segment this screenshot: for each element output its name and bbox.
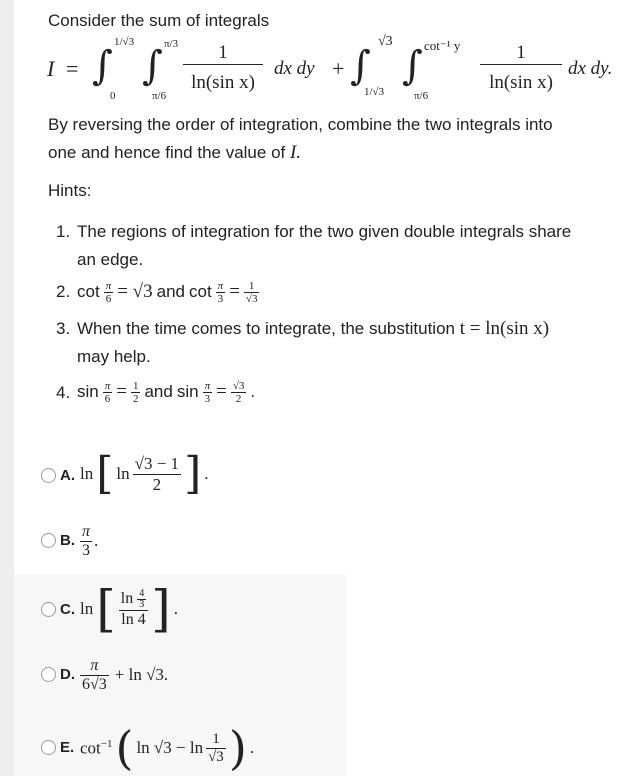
option-e-inner: ln √3 − ln xyxy=(136,738,204,757)
instruction-line-2 xyxy=(48,142,301,164)
instruction-text: one and hence find the value of xyxy=(48,143,286,162)
option-e-expression[interactable] xyxy=(80,722,254,774)
hint-4-end: . xyxy=(250,382,256,401)
inner-upper-limit-2: cot⁻¹ y xyxy=(424,38,461,53)
hint-4-frac-c: $\frac{\pi}{3}$ xyxy=(204,379,211,405)
differentials-2: dx dy. xyxy=(568,58,613,79)
hint-3-substitution: t = ln(sin x) xyxy=(459,318,550,339)
hint-3-number: 3. xyxy=(56,319,71,338)
outer-upper-limit-1: 1/√3 xyxy=(114,36,135,48)
equals-sign: = xyxy=(66,56,79,81)
option-e-right-paren: ) xyxy=(228,721,247,775)
inner-lower-limit-1: π/6 xyxy=(152,90,167,102)
integrand-denominator-2: ln(sin x) xyxy=(489,72,553,93)
hint-2-eq-a: = √3 xyxy=(117,281,153,302)
hint-4-frac-d: $\frac{√3}{2}$ xyxy=(232,379,245,405)
outer-upper-limit-2: √3 xyxy=(378,34,393,49)
option-a-ln-outer: ln xyxy=(80,464,94,483)
option-b-label[interactable]: B. xyxy=(60,532,75,549)
integral-expression xyxy=(0,34,629,112)
option-c-right-bracket: ] xyxy=(151,580,171,638)
option-c-left-bracket: [ xyxy=(96,580,116,638)
inner-upper-limit-1: π/3 xyxy=(164,38,179,50)
hint-1-line-1: The regions of integration for the two given double integrals share xyxy=(77,222,572,241)
hint-2-cot-b: cot xyxy=(188,282,212,301)
instruction-variable: I. xyxy=(289,142,302,163)
option-a-right-bracket: ] xyxy=(184,448,202,499)
hints-title: Hints: xyxy=(48,181,92,200)
hint-2-frac-a: $\frac{\pi}{6}$ xyxy=(105,279,112,305)
option-e-label[interactable]: E. xyxy=(60,739,75,756)
hint-2-number: 2. xyxy=(56,282,71,301)
question-intro: Consider the sum of integrals xyxy=(48,11,270,30)
integrand-denominator-1: ln(sin x) xyxy=(191,72,255,93)
option-a-label[interactable]: A. xyxy=(60,467,75,484)
option-b-fraction: $\frac{\pi}{3}$ xyxy=(82,522,91,559)
option-c-inner-fraction: $\frac{4}{3}$ xyxy=(139,588,145,610)
option-d-expression[interactable] xyxy=(80,652,168,698)
option-e-period: . xyxy=(249,738,255,757)
integral-lhs: I xyxy=(47,56,55,81)
hint-4-frac-a: $\frac{\pi}{6}$ xyxy=(104,379,111,405)
hint-3-text: When the time comes to integrate, the substitution xyxy=(77,319,455,338)
option-e-cot: $\cot^{-1}$ xyxy=(80,737,113,758)
hint-3-line-1 xyxy=(77,318,549,340)
option-e-left-paren: ( xyxy=(115,721,134,775)
outer-lower-limit-2: 1/√3 xyxy=(364,86,385,98)
option-c-fraction: ln $\frac{4}{3}$ ln 4 xyxy=(119,589,148,629)
hint-2-eq-b: = xyxy=(229,281,240,302)
hint-2-expression xyxy=(77,272,259,312)
hint-1-line-2: an edge. xyxy=(77,250,144,269)
hint-4-number: 4. xyxy=(56,383,71,402)
option-d-label[interactable]: D. xyxy=(60,666,75,683)
plus-sign: + xyxy=(332,56,345,81)
outer-integral-sign-2: ∫ xyxy=(350,43,371,89)
integrand-numerator-1: 1 xyxy=(183,42,263,65)
option-a-expression[interactable] xyxy=(80,448,208,500)
hint-4-expression xyxy=(77,372,255,412)
option-a-period: . xyxy=(204,464,209,483)
hint-4-and: and xyxy=(144,382,173,401)
hint-2-frac-b: $\frac{\pi}{3}$ xyxy=(217,279,224,305)
option-e-fraction: $\frac{1}{√3}$ xyxy=(208,730,224,765)
option-c-radio[interactable] xyxy=(41,602,56,617)
option-d-radio[interactable] xyxy=(41,667,56,682)
hint-4-sin-b: sin xyxy=(176,382,199,401)
hint-1-number: 1. xyxy=(56,222,71,241)
outer-lower-limit-1: 0 xyxy=(110,90,116,102)
option-b-expression[interactable] xyxy=(80,518,98,564)
option-c-ln-outer: ln xyxy=(80,599,94,618)
integrand-numerator-2: 1 xyxy=(480,42,562,65)
option-c-numerator: ln $\frac{4}{3}$ xyxy=(119,589,148,611)
hint-3-line-2: may help. xyxy=(77,347,151,366)
option-b-period: . xyxy=(94,531,99,550)
hint-2-cot-a: cot xyxy=(77,282,100,301)
option-a-fraction: $\frac{√3 - 1}{2}$ xyxy=(134,453,180,494)
hint-4-eq-b: = xyxy=(216,381,227,402)
option-c-label[interactable]: C. xyxy=(60,601,75,618)
outer-integral-sign-1: ∫ xyxy=(92,43,113,89)
inner-lower-limit-2: π/6 xyxy=(414,90,429,102)
option-d-rest: + ln √3. xyxy=(114,665,169,684)
inner-integral-sign-1: ∫ xyxy=(142,43,163,89)
option-c-period: . xyxy=(173,599,178,618)
hint-4-sin-a: sin xyxy=(77,382,99,401)
instruction-line-1: By reversing the order of integration, combine the two integrals into xyxy=(48,115,553,134)
option-a-ln-inner: ln xyxy=(116,464,130,483)
option-a-radio[interactable] xyxy=(41,468,56,483)
hint-4-eq-a: = xyxy=(116,381,127,402)
option-e-radio[interactable] xyxy=(41,740,56,755)
differentials-1: dx dy xyxy=(274,58,315,79)
option-c-expression[interactable] xyxy=(80,580,178,638)
inner-integral-sign-2: ∫ xyxy=(402,43,423,89)
option-b-radio[interactable] xyxy=(41,533,56,548)
hint-2-frac-c: $\frac{1}{√3}$ xyxy=(245,279,258,305)
hint-2-and: and xyxy=(156,282,185,301)
option-d-fraction: $\frac{\pi}{6√3}$ xyxy=(82,656,107,693)
hint-4-frac-b: $\frac{1}{2}$ xyxy=(132,379,139,405)
left-margin-bar xyxy=(0,0,14,776)
option-a-left-bracket: [ xyxy=(96,448,114,499)
